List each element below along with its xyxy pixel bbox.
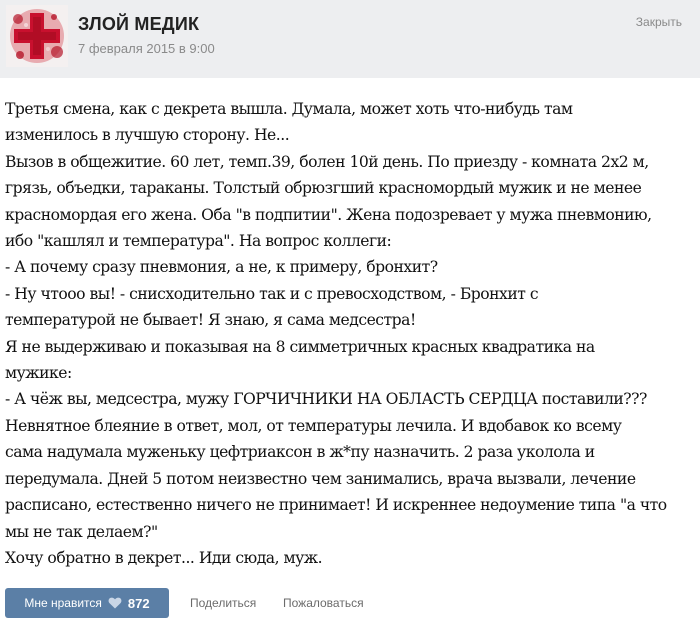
post-text (5, 96, 695, 571)
report-link[interactable]: Пожаловаться (283, 596, 364, 610)
post-line: - А почему сразу пневмония, а не, к примеру, бронхит? (5, 258, 438, 277)
post-line: Вызов в общежитие. 60 лет, темп.39, болен 10й день. По приезду - комната 2х2 м, (5, 152, 649, 171)
post-line: Невнятное блеяние в ответ, мол, от температуры лечила. И вдобавок ко всему (5, 416, 622, 435)
post-line: ибо "кашлял и температура". На вопрос коллеги: (5, 232, 392, 251)
post-line: мужике: (5, 364, 72, 383)
group-name[interactable]: ЗЛОЙ МЕДИК (78, 14, 200, 34)
heart-icon (108, 597, 122, 609)
post-line: красномордая его жена. Оба "в подпитии". Жена подозревает у мужа пневмонию, (5, 205, 652, 224)
post-line: температурой не бывает! Я знаю, я сама медсестра! (5, 311, 416, 330)
like-label: Мне нравится (24, 596, 102, 610)
post-line: изменилось в лучшую сторону. Не... (5, 126, 290, 145)
like-button[interactable] (5, 588, 169, 618)
post-header (0, 0, 700, 78)
close-link[interactable]: Закрыть (635, 15, 682, 29)
post-line: мы не так делаем?" (5, 522, 158, 541)
post-line: Третья смена, как с декрета вышла. Думала, может хоть что-нибудь там (5, 100, 573, 118)
post-line: Я не выдерживаю и показывая на 8 симметричных красных квадратика на (5, 337, 595, 356)
group-avatar[interactable] (6, 5, 68, 67)
post-date[interactable]: 7 февраля 2015 в 9:00 (78, 41, 215, 56)
post-line: передумала. Дней 5 потом неизвестно чем занимались, врача вызвали, лечение (5, 469, 636, 488)
post-line: расписано, естественно ничего не принимает! И искреннее недоумение типа "а что (5, 496, 667, 515)
post-line: - А чёж вы, медсестра, мужу ГОРЧИЧНИКИ НА ОБЛАСТЬ СЕРДЦА поставили??? (5, 390, 647, 409)
post-line: Хочу обратно в декрет... Иди сюда, муж. (5, 548, 323, 567)
post-line: грязь, объедки, тараканы. Толстый обрюзгший красномордый мужик и не менее (5, 179, 642, 198)
post-footer (0, 586, 700, 624)
post-line: - Ну чтооо вы! - снисходительно так и с превосходством, - Бронхит с (5, 284, 539, 303)
post-line: сама надумала муженьку цефтриаксон в ж*пу назначить. 2 раза уколола и (5, 443, 595, 462)
share-link[interactable]: Поделиться (190, 596, 257, 610)
like-count: 872 (127, 595, 150, 611)
red-cross-splatter-logo-icon (6, 5, 68, 67)
